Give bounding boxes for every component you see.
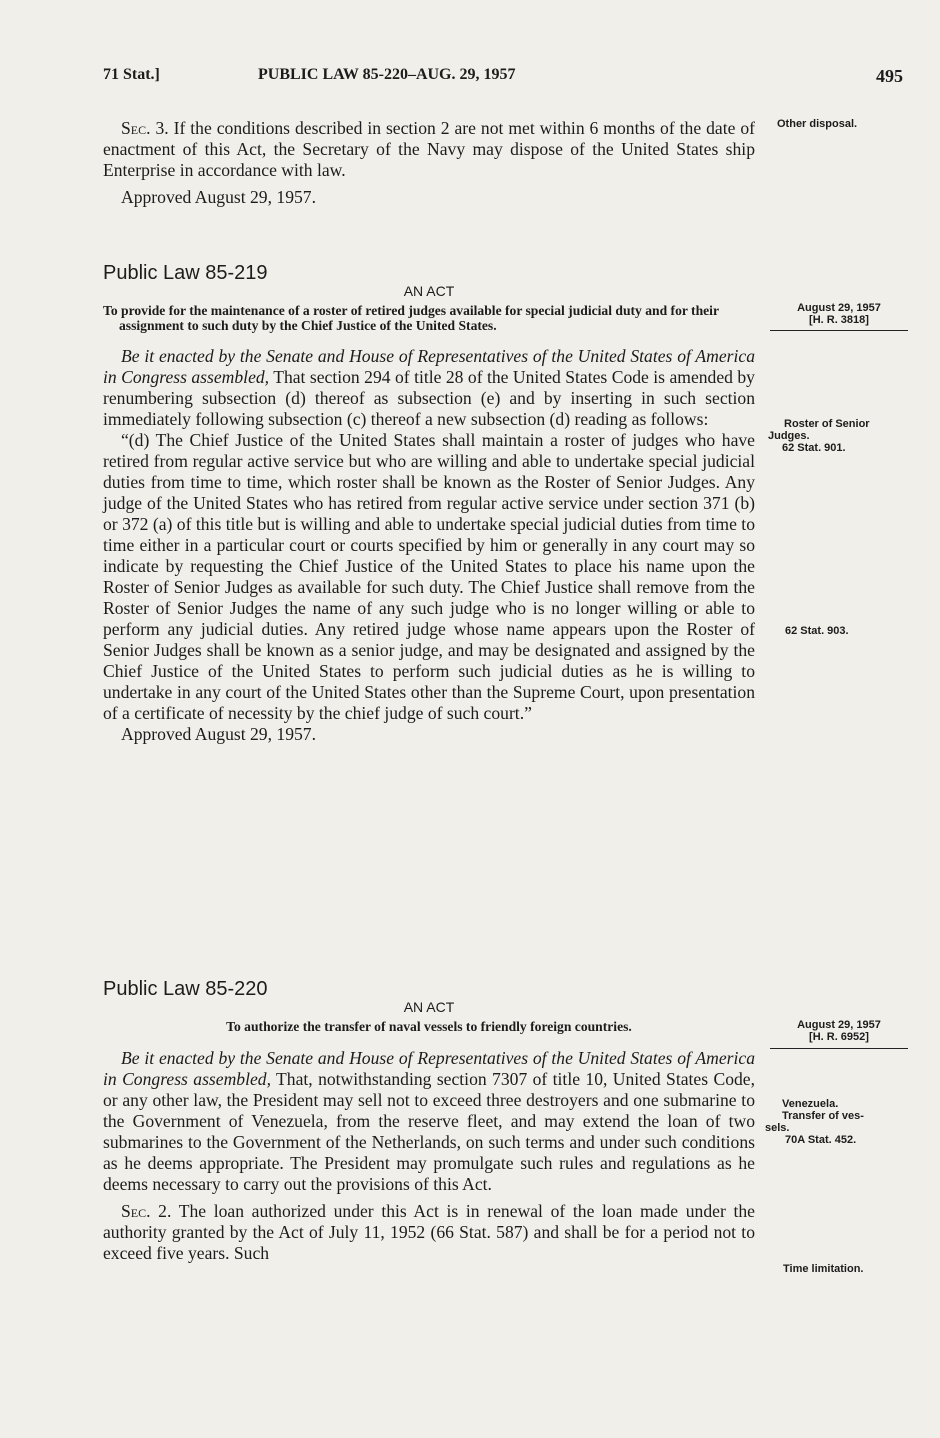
margin-note-62-stat-903: 62 Stat. 903.	[785, 625, 849, 637]
note-line: sels.	[765, 1122, 790, 1134]
act-label: AN ACT	[403, 999, 455, 1015]
statute-reference: 62 Stat. 901.	[782, 442, 846, 454]
date-line: August 29, 1957	[797, 302, 881, 314]
enacting-clause: Be it enacted by the Senate and House of Representatives of the United States of America in Congress assembled,	[103, 1048, 755, 1089]
enacting-paragraph	[103, 1048, 755, 1195]
section-label: Sec. 3.	[121, 118, 169, 138]
volume-reference: 71 Stat.]	[103, 66, 160, 83]
margin-note-time-limitation: Time limitation.	[783, 1263, 864, 1275]
margin-note-other-disposal: Other disposal.	[777, 118, 858, 130]
page-number: 495	[876, 66, 903, 86]
approved-line: Approved August 29, 1957.	[121, 187, 316, 207]
margin-rule	[770, 330, 908, 331]
date-line: August 29, 1957	[797, 1019, 881, 1031]
public-law-85-220	[103, 978, 755, 1264]
act-purpose: To provide for the maintenance of a roster of retired judges available for special judicial duty and for their assignment to such duty by the Chief Justice of the United States.	[103, 303, 719, 333]
section-label: Sec. 2.	[121, 1201, 172, 1221]
section-text: The loan authorized under this Act is in renewal of the loan made under the authority granted by the Act of July 11, 1952 (66 Stat. 587) and shall be for a period not to exceed five years. Such	[103, 1201, 755, 1263]
law-title: Public Law 85-220	[103, 978, 268, 1000]
margin-note-date-219	[777, 302, 901, 326]
margin-note-date-220	[777, 1019, 901, 1043]
statute-reference: 70A Stat. 452.	[785, 1134, 857, 1146]
public-law-85-219	[103, 262, 755, 745]
approved-line: Approved August 29, 1957.	[121, 724, 316, 744]
bill-number: [H. R. 6952]	[809, 1031, 869, 1043]
act-purpose: To authorize the transfer of naval vessels to friendly foreign countries.	[226, 1019, 632, 1034]
note-line: Judges.	[768, 430, 810, 442]
paragraph-text: That, notwithstanding section 7307 of title 10, United States Code, or any other law, the President may sell not to exceed three destroyers and one submarine to the Government of Venezuela, from the reserve fleet, and may extend the loan of two submarines to the Government of the Netherlands, on such terms and under such conditions as he deems appropriate. The President may promulgate such rules and regulations as he deems necessary to carry out the provisions of this Act.	[103, 1069, 755, 1194]
note-line: Transfer of ves-	[782, 1110, 864, 1122]
running-header	[103, 66, 903, 88]
margin-note-venezuela	[765, 1098, 895, 1146]
margin-note-roster	[768, 418, 898, 454]
paragraph-text: That section 294 of title 28 of the United States Code is amended by renumbering subsection (d) thereof as subsection (e) and by inserting in such section immediately following subsection (c) thereof a new subsection (d) reading as follows:	[103, 367, 755, 429]
enacting-paragraph	[103, 346, 755, 430]
section-2-paragraph	[103, 1201, 755, 1264]
note-line: Venezuela.	[782, 1098, 839, 1110]
margin-rule	[770, 1048, 908, 1049]
amendment-paragraph: “(d) The Chief Justice of the United States shall maintain a roster of judges who have retired from regular active service but who are willing and able to undertake special judicial duties from time to time, which roster shall be known as the Roster of Senior Judges. Any judge of the United States who has retired from regular active service under section 371 (b) or 372 (a) of this title but is willing and able to undertake special judicial duties from time to time either in a particular court or courts specified by him or generally in any court may so indicate by requesting the Chief Justice of the United States to place his name upon the Roster of Senior Judges as available for such duty. The Chief Justice shall remove from the Roster of Senior Judges the name of any such judge who is no longer willing or able to perform any judicial duties. Any retired judge whose name appears upon the Roster of Senior Judges shall be known as a senior judge, and may be designated and assigned by the Chief Justice of the United States to perform such judicial duties as he is willing to undertake in any court of the United States other than the Supreme Court, upon presentation of a certificate of necessity by the chief judge of such court.”	[103, 430, 755, 723]
section-3-paragraph	[103, 118, 755, 181]
law-title: Public Law 85-219	[103, 262, 268, 284]
bill-number: [H. R. 3818]	[809, 314, 869, 326]
enacting-clause: Be it enacted by the Senate and House of Representatives of the United States of America in Congress assembled,	[103, 346, 755, 387]
prev-law-section	[103, 118, 755, 208]
running-title: PUBLIC LAW 85-220–AUG. 29, 1957	[258, 66, 516, 83]
section-text: If the conditions described in section 2 are not met within 6 months of the date of enactment of this Act, the Secretary of the Navy may dispose of the United States ship Enterprise in accordance with law.	[103, 118, 755, 180]
act-label: AN ACT	[403, 283, 455, 299]
note-line: Roster of Senior	[784, 418, 870, 430]
